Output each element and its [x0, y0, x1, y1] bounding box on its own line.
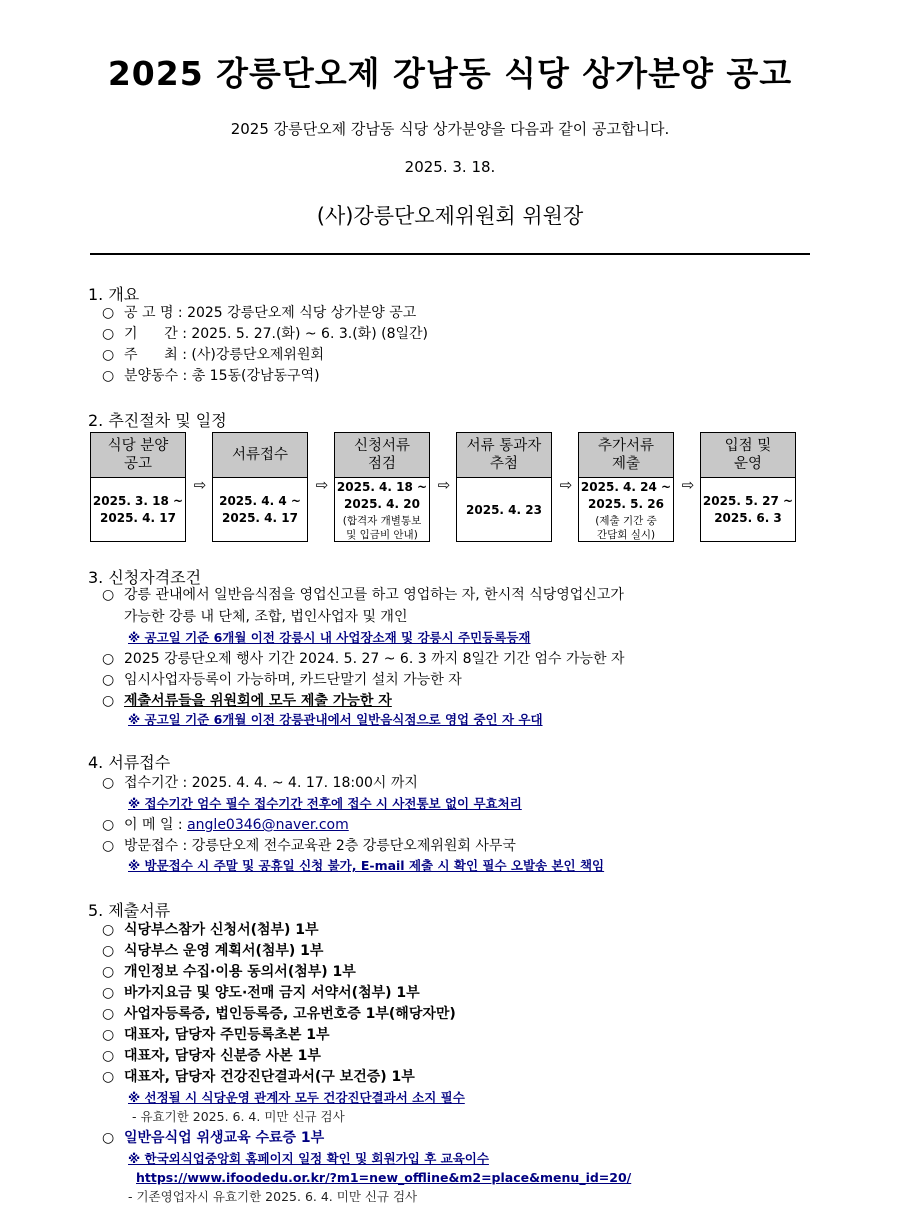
document-text: 바가지요금 및 양도·전매 금지 서약서(첨부) 1부 — [124, 985, 420, 1001]
overview-text: 기 간 : 2025. 5. 27.(화) ~ 6. 3.(화) (8일간) — [124, 326, 428, 342]
document-item — [102, 1128, 324, 1148]
section-5-title: 5. 제출서류 — [88, 901, 171, 920]
document-text: 대표자, 담당자 주민등록초본 1부 — [124, 1027, 330, 1043]
issuer-organization: (사)강릉단오제위원회 위원장 — [316, 204, 584, 228]
submission-item — [102, 773, 418, 793]
submission-note: ※ 방문접수 시 주말 및 공휴일 신청 불가, E-mail 제출 시 확인 필수 오발송 본인 책임 — [128, 858, 605, 873]
bullet: ○ — [102, 651, 115, 667]
bullet: ○ — [102, 775, 115, 791]
header-divider — [90, 253, 810, 255]
step-label: 식당 분양 공고 — [91, 433, 185, 478]
step-date: 2025. 4. 23 — [466, 502, 542, 517]
document-text: 대표자, 담당자 건강진단결과서(구 보건증) 1부 — [124, 1069, 415, 1085]
submission-item — [102, 815, 349, 835]
document-text: 일반음식업 위생교육 수료증 1부 — [124, 1130, 325, 1146]
document-item — [102, 1067, 415, 1087]
bullet: ○ — [102, 838, 115, 854]
document-item — [102, 1004, 456, 1024]
process-step — [212, 432, 308, 542]
education-url-link[interactable]: https://www.ifoodedu.or.kr/?m1=new_offline&m2=place&menu_id=20/ — [136, 1170, 632, 1185]
bullet: ○ — [102, 922, 115, 938]
document-item — [102, 983, 420, 1003]
submission-note: ※ 접수기간 엄수 필수 접수기간 전후에 접수 시 사전통보 없이 무효처리 — [128, 796, 522, 811]
overview-item — [102, 303, 416, 323]
eligibility-text: 제출서류들을 위원회에 모두 제출 가능한 자 — [124, 693, 392, 709]
process-step — [700, 432, 796, 542]
education-subnote: - 기존영업자시 유효기한 2025. 6. 4. 미만 신규 검사 — [128, 1189, 418, 1204]
bullet: ○ — [102, 347, 115, 363]
step-label: 입점 및 운영 — [701, 433, 795, 478]
eligibility-text: 강릉 관내에서 일반음식점을 영업신고를 하고 영업하는 자, 한시적 식당영업신고가 — [124, 587, 624, 603]
step-label: 서류 통과자 추첨 — [457, 433, 551, 478]
bullet: ○ — [102, 1006, 115, 1022]
step-label: 서류접수 — [213, 433, 307, 478]
eligibility-item-continued: 가능한 강릉 내 단체, 조합, 법인사업자 및 개인 — [124, 609, 408, 625]
step-note: (제출 기간 중 간담회 실시) — [595, 514, 657, 541]
step-date: 2025. 4. 24 ~ 2025. 5. 26 — [580, 479, 672, 511]
bullet: ○ — [102, 1027, 115, 1043]
arrow-right-icon: ⇨ — [315, 476, 329, 494]
arrow-right-icon: ⇨ — [437, 476, 451, 494]
step-date: 2025. 4. 4 ~ 2025. 4. 17 — [219, 494, 301, 525]
email-link[interactable]: angle0346@naver.com — [187, 817, 349, 833]
section-2-title: 2. 추진절차 및 일정 — [88, 411, 227, 430]
eligibility-item — [102, 670, 462, 690]
bullet: ○ — [102, 305, 115, 321]
step-date: 2025. 3. 18 ~ 2025. 4. 17 — [92, 494, 184, 525]
step-note: (합격자 개별통보 및 입금비 안내) — [342, 514, 422, 541]
document-item — [102, 962, 356, 982]
announcement-date: 2025. 3. 18. — [404, 158, 496, 176]
education-note: ※ 한국외식업중앙회 홈페이지 일정 확인 및 회원가입 후 교육이수 — [128, 1151, 489, 1166]
process-step — [578, 432, 674, 542]
bullet: ○ — [102, 672, 115, 688]
arrow-right-icon: ⇨ — [559, 476, 573, 494]
bullet: ○ — [102, 1130, 115, 1146]
overview-text: 분양동수 : 총 15동(강남동구역) — [124, 368, 320, 384]
eligibility-item — [102, 649, 625, 669]
document-text: 개인정보 수집·이용 동의서(첨부) 1부 — [124, 964, 356, 980]
process-step — [90, 432, 186, 542]
document-text: 식당부스참가 신청서(첨부) 1부 — [124, 922, 319, 938]
eligibility-item — [102, 585, 624, 605]
section-1-title: 1. 개요 — [88, 285, 140, 304]
bullet: ○ — [102, 1048, 115, 1064]
document-item — [102, 941, 323, 961]
bullet: ○ — [102, 964, 115, 980]
arrow-right-icon: ⇨ — [193, 476, 207, 494]
eligibility-item — [102, 691, 392, 711]
announcement-subtitle: 2025 강릉단오제 강남동 식당 상가분양을 다음과 같이 공고합니다. — [230, 120, 670, 138]
health-note: ※ 선정될 시 식당운영 관계자 모두 건강진단결과서 소지 필수 — [128, 1090, 465, 1105]
bullet: ○ — [102, 693, 115, 709]
step-date: 2025. 5. 27 ~ 2025. 6. 3 — [702, 494, 794, 525]
step-date: 2025. 4. 18 ~ 2025. 4. 20 — [336, 479, 428, 511]
overview-text: 공 고 명 : 2025 강릉단오제 식당 상가분양 공고 — [124, 305, 417, 321]
document-text: 대표자, 담당자 신분증 사본 1부 — [124, 1048, 321, 1064]
bullet: ○ — [102, 368, 115, 384]
document-item — [102, 1025, 330, 1045]
health-subnote: - 유효기한 2025. 6. 4. 미만 신규 검사 — [132, 1109, 345, 1124]
bullet: ○ — [102, 587, 115, 603]
overview-item — [102, 366, 320, 386]
section-4-title: 4. 서류접수 — [88, 753, 171, 772]
document-item — [102, 1046, 321, 1066]
overview-item — [102, 324, 428, 344]
overview-text: 주 최 : (사)강릉단오제위원회 — [124, 347, 325, 363]
submission-text: 접수기간 : 2025. 4. 4. ~ 4. 17. 18:00시 까지 — [124, 775, 418, 791]
process-step — [456, 432, 552, 542]
bullet: ○ — [102, 985, 115, 1001]
document-text: 사업자등록증, 법인등록증, 고유번호증 1부(해당자만) — [124, 1006, 456, 1022]
process-step — [334, 432, 430, 542]
step-label: 추가서류 제출 — [579, 433, 673, 478]
step-label: 신청서류 점검 — [335, 433, 429, 478]
document-text: 식당부스 운영 계획서(첨부) 1부 — [124, 943, 324, 959]
email-label: 이 메 일 : — [124, 817, 188, 833]
document-item — [102, 920, 319, 940]
eligibility-text: 임시사업자등록이 가능하며, 카드단말기 설치 가능한 자 — [124, 672, 462, 688]
bullet: ○ — [102, 817, 115, 833]
eligibility-text: 2025 강릉단오제 행사 기간 2024. 5. 27 ~ 6. 3 까지 8일간 기간 엄수 가능한 자 — [124, 651, 625, 667]
section-3-title: 3. 신청자격조건 — [88, 568, 202, 587]
submission-text: 방문접수 : 강릉단오제 전수교육관 2층 강릉단오제위원회 사무국 — [124, 838, 516, 854]
eligibility-note: ※ 공고일 기준 6개월 이전 강릉시 내 사업장소재 및 강릉시 주민등록등재 — [128, 630, 531, 645]
arrow-right-icon: ⇨ — [681, 476, 695, 494]
eligibility-note: ※ 공고일 기준 6개월 이전 강릉관내에서 일반음식점으로 영업 중인 자 우대 — [128, 712, 543, 727]
overview-item — [102, 345, 324, 365]
bullet: ○ — [102, 943, 115, 959]
page-title: 2025 강릉단오제 강남동 식당 상가분양 공고 — [107, 54, 793, 93]
bullet: ○ — [102, 1069, 115, 1085]
bullet: ○ — [102, 326, 115, 342]
submission-item — [102, 836, 516, 856]
